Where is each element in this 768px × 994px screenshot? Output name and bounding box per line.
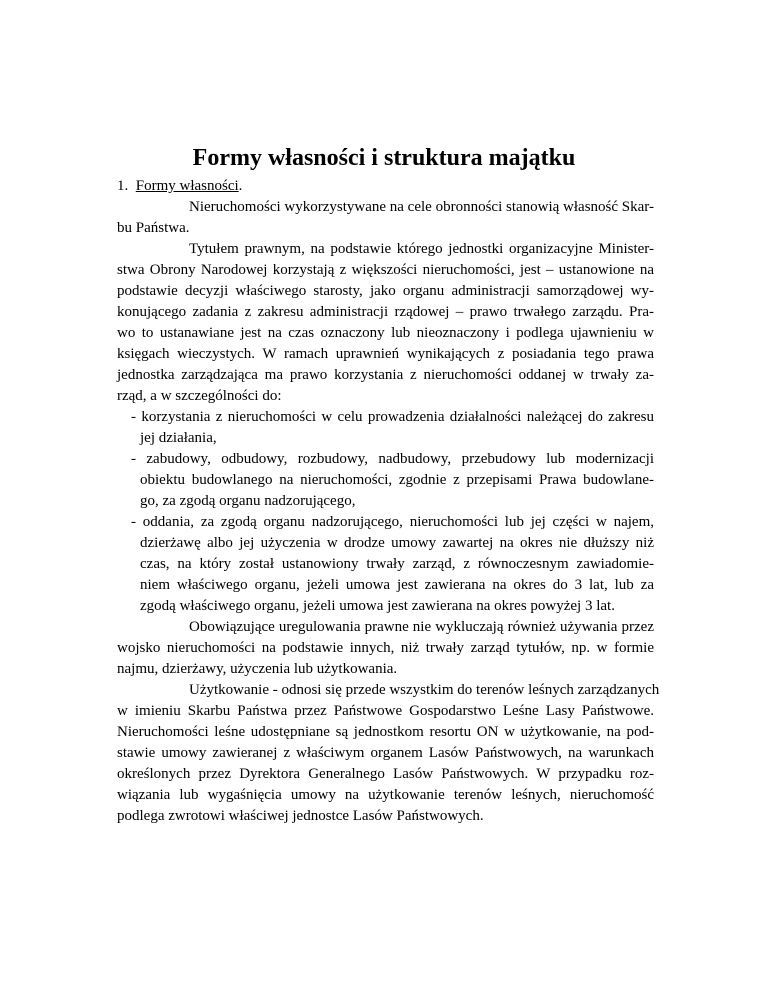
bullet-line: - korzystania z nieruchomości w celu prowadzenia działalności należącej do zakresu [131, 409, 654, 425]
text-line: podlega zwrotowi właściwej jednostce Lasów Państwowych. [117, 808, 484, 824]
bullet-line: - zabudowy, odbudowy, rozbudowy, nadbudowy, przebudowy lub modernizacji [131, 451, 654, 467]
section-number: 1. [117, 178, 129, 194]
document-body [117, 176, 660, 827]
text-line: Użytkowanie - odnosi się przede wszystkim do terenów leśnych zarządzanych [189, 682, 660, 698]
text-line: stwa Obrony Narodowej korzystają z większości nieruchomości, jest – ustanowione na [117, 262, 654, 278]
text-line: wojsko nieruchomości na podstawie innych, niż trwały zarząd tytułów, np. w formie [117, 640, 654, 656]
text-line: Nieruchomości leśne udostępniane są jednostkom resortu ON w użytkowanie, na pod- [117, 724, 654, 740]
text-line: Tytułem prawnym, na podstawie którego jednostki organizacyjne Minister- [189, 241, 654, 257]
text-line: wiązania lub wygaśnięcia umowy na użytkowanie terenów leśnych, nieruchomość [117, 787, 654, 803]
text-line: określonych przez Dyrektora Generalnego Lasów Państwowych. W przypadku roz- [117, 766, 654, 782]
bullet-line: - oddania, za zgodą organu nadzorującego, nieruchomości lub jej części w najem, [131, 514, 654, 530]
bullet-continuation: go, za zgodą organu nadzorującego, [140, 493, 356, 509]
bullet-continuation: jej działania, [140, 430, 217, 446]
text-line: księgach wieczystych. W ramach uprawnień wynikających z posiadania tego prawa [117, 346, 654, 362]
text-line: najmu, dzierżawy, użyczenia lub użytkowania. [117, 661, 398, 677]
text-line: rząd, a w szczególności do: [117, 388, 282, 404]
bullet-continuation: dzierżawę albo jej użyczenia w drodze umowy zawartej na okres nie dłuższy niż [140, 535, 654, 551]
text-line: jednostka zarządzająca ma prawo korzystania z nieruchomości oddanej w trwały za- [117, 367, 654, 383]
section-heading-text: Formy własności [135, 178, 239, 194]
text-line: Obowiązujące uregulowania prawne nie wykluczają również używania przez [189, 619, 654, 635]
document-title: Formy własności i struktura majątku [192, 145, 576, 171]
bullet-continuation: czas, na który został ustanowiony trwały zarząd, z równoczesnym zawiadomie- [140, 556, 654, 572]
section-heading: 1. Formy własności. [117, 178, 243, 194]
bullet-continuation: zgodą właściwego organu, jeżeli umowa jest zawierana na okres powyżej 3 lat. [140, 598, 615, 614]
text-line: stawie umowy zawieranej z właściwym organem Lasów Państwowych, na warunkach [117, 745, 654, 761]
bullet-continuation: niem właściwego organu, jeżeli umowa jest zawierana na okres do 3 lat, lub za [140, 577, 654, 593]
text-line: w imieniu Skarbu Państwa przez Państwowe Gospodarstwo Leśne Lasy Państwowe. [117, 703, 654, 719]
text-line: bu Państwa. [117, 220, 190, 236]
text-line: podstawie decyzji właściwego starosty, jako organu administracji samorządowej wy- [117, 283, 654, 299]
text-line: wo to ustanawiane jest na czas oznaczony lub nieoznaczony i podlega ujawnieniu w [117, 325, 654, 341]
bullet-continuation: obiektu budowlanego na nieruchomości, zgodnie z przepisami Prawa budowlane- [140, 472, 654, 488]
text-line: Nieruchomości wykorzystywane na cele obronności stanowią własność Skar- [189, 199, 654, 215]
text-line: konującego zadania z zakresu administracji rządowej – prawo trwałego zarządu. Pra- [117, 304, 654, 320]
